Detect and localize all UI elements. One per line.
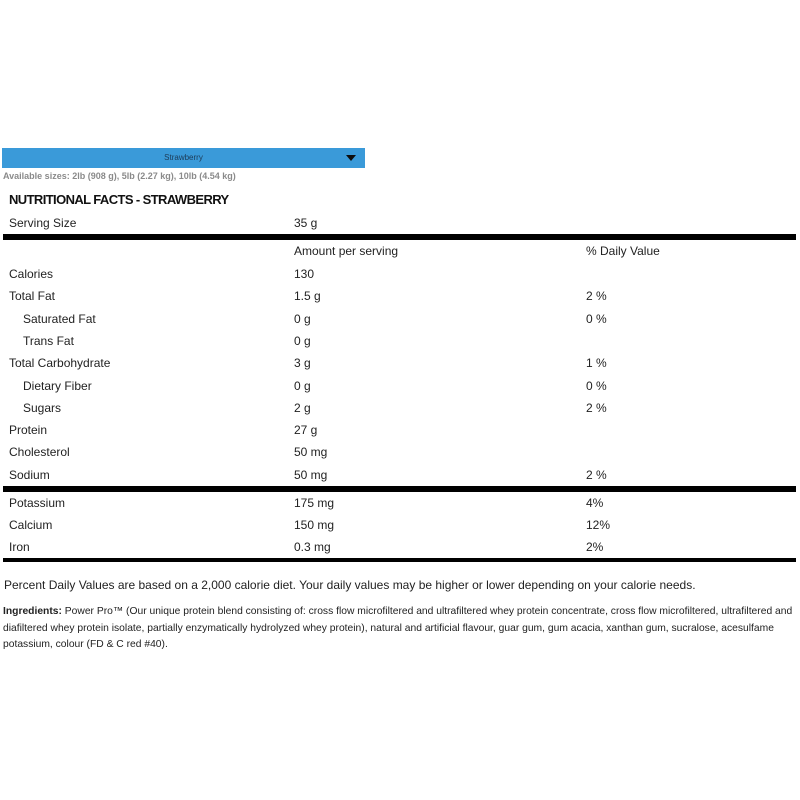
table-row xyxy=(0,492,800,514)
nutrient-name: Calcium xyxy=(9,518,53,532)
nutrient-amount: 1.5 g xyxy=(294,289,321,304)
table-row xyxy=(0,441,800,463)
nutrient-daily-value: 4% xyxy=(586,496,604,510)
facts-header-row xyxy=(0,240,800,262)
nutrient-daily-value: 12% xyxy=(586,518,611,532)
nutrient-amount: 0 g xyxy=(294,311,311,326)
chevron-down-icon[interactable] xyxy=(346,155,356,161)
nutrient-amount: 2 g xyxy=(294,400,311,415)
nutrient-amount: 0 g xyxy=(294,378,311,393)
nutrient-name: Total Fat xyxy=(9,289,56,304)
table-row xyxy=(0,419,800,441)
daily-values-note: Percent Daily Values are based on a 2,000 calorie diet. Your daily values may be higher or lower depending on your calorie needs. xyxy=(4,578,696,592)
serving-size-value: 35 g xyxy=(294,216,318,230)
nutrient-daily-value: 0 % xyxy=(586,378,607,393)
nutrient-daily-value: 2 % xyxy=(586,289,607,304)
flavor-select-value: Strawberry xyxy=(164,153,203,162)
nutrient-name: Protein xyxy=(9,423,48,438)
nutrient-amount: 150 mg xyxy=(294,518,335,532)
divider-medium xyxy=(3,558,796,562)
nutrient-amount: 175 mg xyxy=(294,496,335,510)
flavor-select[interactable] xyxy=(2,148,365,168)
nutrient-amount: 3 g xyxy=(294,356,311,371)
table-row xyxy=(0,263,800,285)
table-row xyxy=(0,514,800,536)
table-row xyxy=(0,330,800,352)
amount-header: Amount per serving xyxy=(294,244,399,258)
serving-size-label: Serving Size xyxy=(9,216,77,230)
nutrient-name: Total Carbohydrate xyxy=(9,356,111,371)
nutrient-name: Potassium xyxy=(9,496,66,510)
table-row xyxy=(0,464,800,486)
nutrient-name: Sugars xyxy=(23,400,62,415)
nutrient-name: Dietary Fiber xyxy=(23,378,92,393)
nutrient-name: Calories xyxy=(9,267,54,281)
table-row xyxy=(0,397,800,419)
daily-value-header: % Daily Value xyxy=(586,244,660,258)
nutrient-daily-value: 1 % xyxy=(586,356,607,371)
nutrient-daily-value: 2% xyxy=(586,540,604,554)
ingredients-text: Power Pro™ (Our unique protein blend consisting of: cross flow microfiltered and ultrafiltered whey protein concentrate, cross flow microfiltered, ultrafiltered and diafiltered whey protein isolate, partially enzymatically hydrolyzed whey protein), natural and artificial flavour, guar gum, gum acacia, xanthan gum, sucralose, acesulfame potassium, colour (FD & C red #40). xyxy=(3,606,793,650)
facts-title: NUTRITIONAL FACTS - STRAWBERRY xyxy=(9,192,229,207)
nutrient-daily-value: 2 % xyxy=(586,467,607,482)
nutrient-amount: 50 mg xyxy=(294,445,328,460)
nutrient-name: Iron xyxy=(9,540,30,554)
nutrient-name: Sodium xyxy=(9,467,50,482)
available-sizes: Available sizes: 2lb (908 g), 5lb (2.27 kg), 10lb (4.54 kg) xyxy=(3,171,236,181)
nutrient-name: Saturated Fat xyxy=(23,311,96,326)
nutrient-daily-value: 0 % xyxy=(586,311,607,326)
nutrient-amount: 50 mg xyxy=(294,467,328,482)
ingredients-label: Ingredients: xyxy=(3,606,62,617)
serving-size-row xyxy=(0,212,800,234)
nutrient-amount: 0 g xyxy=(294,333,311,348)
table-row xyxy=(0,308,800,330)
nutrient-name: Trans Fat xyxy=(23,333,74,348)
table-row xyxy=(0,536,800,558)
nutrient-amount: 130 xyxy=(294,267,315,281)
nutrient-daily-value: 2 % xyxy=(586,400,607,415)
nutrient-amount: 27 g xyxy=(294,423,318,438)
nutrient-amount: 0.3 mg xyxy=(294,540,331,554)
table-row xyxy=(0,285,800,307)
ingredients xyxy=(3,604,800,654)
table-row xyxy=(0,352,800,374)
table-row xyxy=(0,375,800,397)
nutrient-name: Cholesterol xyxy=(9,445,70,460)
